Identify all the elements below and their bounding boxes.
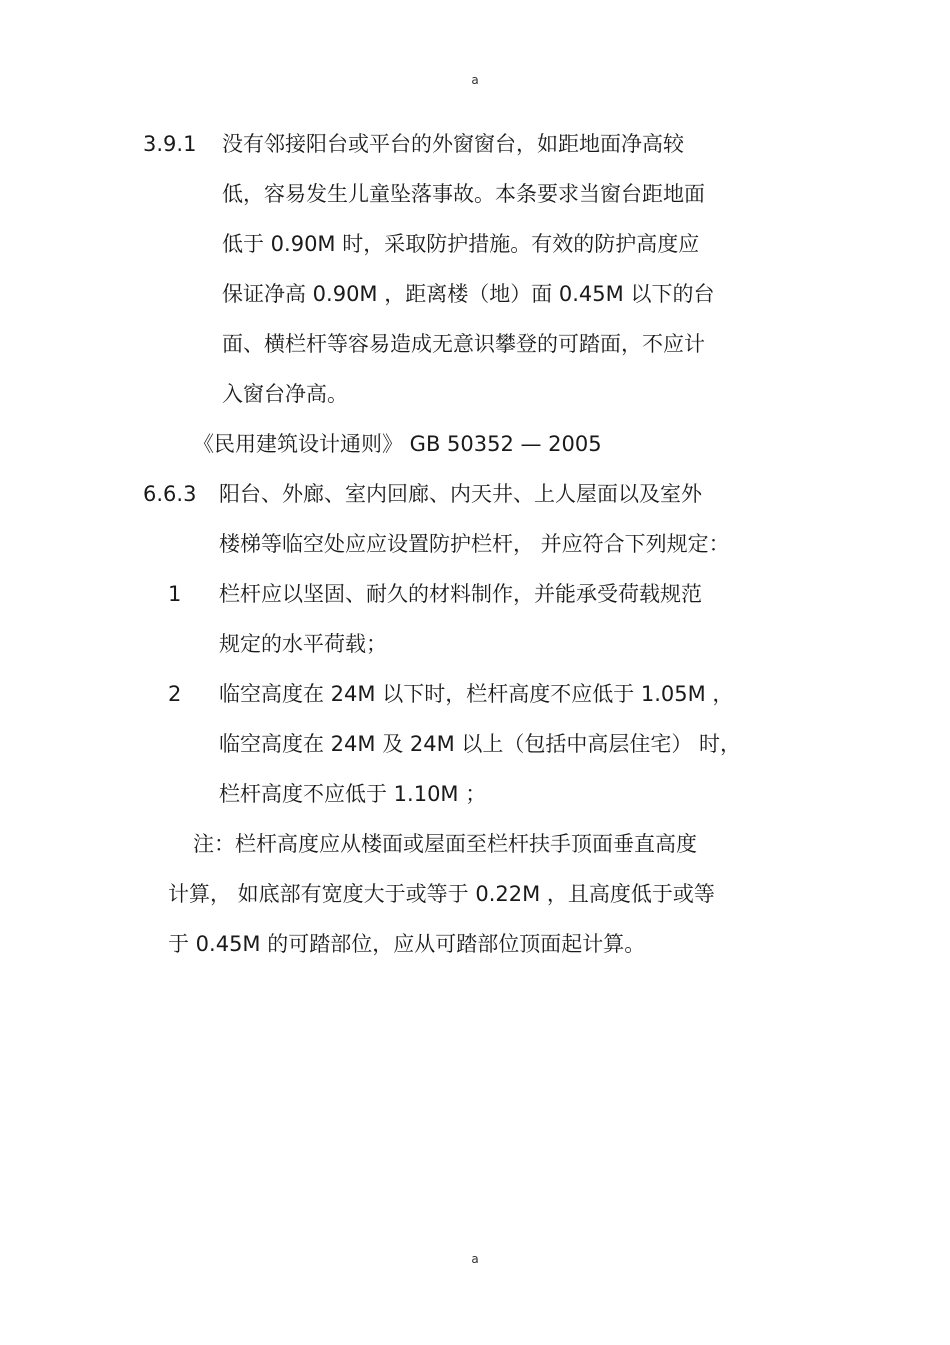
text-line: 入窗台净高。 xyxy=(222,382,348,406)
item-number: 2 xyxy=(168,682,182,706)
text-line: 面、横栏杆等容易造成无意识攀登的可踏面，不应计 xyxy=(222,332,705,356)
text-line: 楼梯等临空处应应设置防护栏杆， 并应符合下列规定： xyxy=(219,532,730,556)
text-line: 低于 0.90M 时，采取防护措施。有效的防护高度应 xyxy=(222,232,700,256)
text-line: 低，容易发生儿童坠落事故。本条要求当窗台距地面 xyxy=(222,182,705,206)
text-line: 栏杆应以坚固、耐久的材料制作，并能承受荷载规范 xyxy=(219,582,702,606)
text-line: 临空高度在 24M 及 24M 以上（包括中高层住宅） 时， xyxy=(219,732,742,756)
note-line: 计算， 如底部有宽度大于或等于 0.22M ，且高度低于或等 xyxy=(168,882,715,906)
item-number: 1 xyxy=(168,582,182,606)
note-line: 于 0.45M 的可踏部位，应从可踏部位顶面起计算。 xyxy=(168,932,646,956)
note-line: 注：栏杆高度应从楼面或屋面至栏杆扶手顶面垂直高度 xyxy=(193,832,697,856)
text-line: 规定的水平荷载； xyxy=(219,632,387,656)
source-citation: 《民用建筑设计通则》 GB 50352 — 2005 xyxy=(193,432,602,456)
clause-number: 6.6.3 xyxy=(143,482,197,506)
text-line: 没有邻接阳台或平台的外窗窗台，如距地面净高较 xyxy=(222,132,684,156)
text-line: 保证净高 0.90M ，距离楼（地）面 0.45M 以下的台 xyxy=(222,282,715,306)
page-footer: a xyxy=(471,1252,479,1266)
text-line: 栏杆高度不应低于 1.10M ； xyxy=(219,782,487,806)
clause-number: 3.9.1 xyxy=(143,132,197,156)
text-line: 阳台、外廊、室内回廊、内天井、上人屋面以及室外 xyxy=(219,482,702,506)
text-line: 临空高度在 24M 以下时，栏杆高度不应低于 1.05M ， xyxy=(219,682,734,706)
page-header: a xyxy=(471,73,479,87)
